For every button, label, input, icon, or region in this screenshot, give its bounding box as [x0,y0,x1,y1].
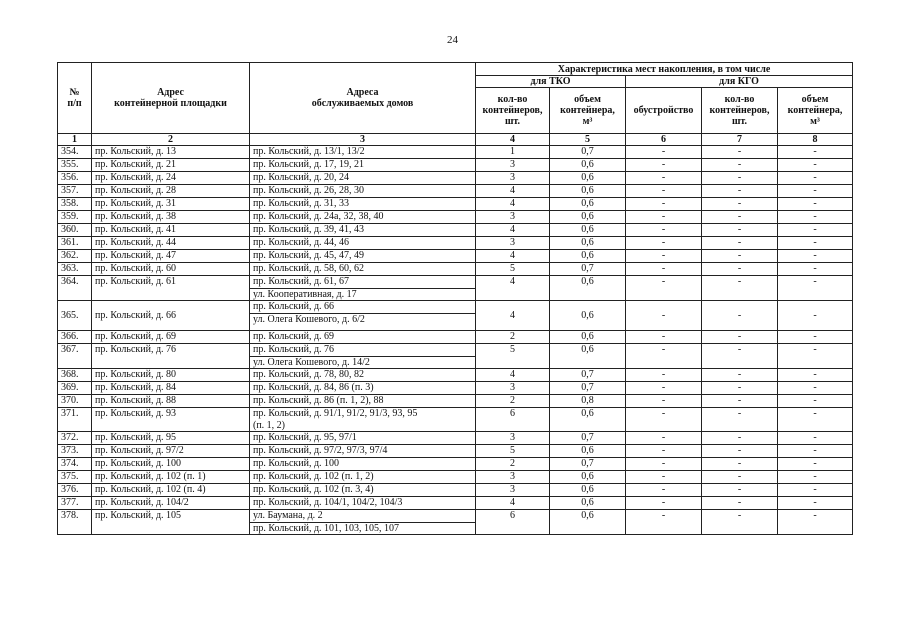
kgo-volume: - [778,445,853,458]
column-number: 5 [550,134,626,146]
site-address: пр. Кольский, д. 44 [92,237,250,250]
kgo-count: - [702,276,778,301]
header-address [92,63,250,134]
site-address: пр. Кольский, д. 84 [92,382,250,395]
kgo-volume: - [778,185,853,198]
column-number: 6 [626,134,702,146]
tko-volume: 0,6 [550,344,626,369]
site-address: пр. Кольский, д. 21 [92,159,250,172]
site-address: пр. Кольский, д. 69 [92,331,250,344]
served-house-line: пр. Кольский, д. 66 [253,301,335,312]
table-row [58,344,853,369]
table-row [58,432,853,445]
table-row [58,497,853,510]
kgo-count: - [702,301,778,331]
table-row [58,237,853,250]
served-house-line: пр. Кольский, д. 101, 103, 105, 107 [250,522,475,534]
served-house-line: пр. Кольский, д. 24а, 32, 38, 40 [253,211,384,222]
served-houses [250,408,476,432]
tko-count: 4 [476,250,550,263]
tko-volume: 0,6 [550,237,626,250]
equipment: - [626,408,702,432]
tko-count: 6 [476,510,550,535]
equipment: - [626,395,702,408]
equipment: - [626,369,702,382]
tko-volume: 0,7 [550,458,626,471]
tko-volume: 0,6 [550,331,626,344]
served-house-line: пр. Кольский, д. 13/1, 13/2 [253,146,365,157]
row-number: 358. [58,198,92,211]
tko-count: 5 [476,344,550,369]
kgo-count: - [702,198,778,211]
tko-count: 3 [476,484,550,497]
row-number: 376. [58,484,92,497]
table-row [58,159,853,172]
tko-volume: 0,6 [550,484,626,497]
kgo-volume: - [778,198,853,211]
served-house-line: пр. Кольский, д. 78, 80, 82 [253,369,365,380]
kgo-count: - [702,331,778,344]
tko-count: 4 [476,497,550,510]
site-address: пр. Кольский, д. 88 [92,395,250,408]
served-houses [250,382,476,395]
column-number: 1 [58,134,92,146]
header-equipment: обустройство [626,88,702,134]
equipment: - [626,198,702,211]
equipment: - [626,211,702,224]
served-house-line: пр. Кольский, д. 100 [253,458,340,469]
container-sites-table [57,62,853,535]
served-house-line: пр. Кольский, д. 58, 60, 62 [253,263,365,274]
kgo-volume: - [778,263,853,276]
table-row [58,510,853,535]
row-number: 355. [58,159,92,172]
equipment: - [626,250,702,263]
tko-count: 5 [476,263,550,276]
row-number: 365. [58,301,92,331]
header-kgo-count [702,88,778,134]
table-row [58,408,853,432]
tko-count: 4 [476,301,550,331]
served-houses [250,250,476,263]
row-number: 374. [58,458,92,471]
equipment: - [626,276,702,301]
kgo-count: - [702,510,778,535]
kgo-volume: - [778,382,853,395]
kgo-volume: - [778,146,853,159]
served-house-line: пр. Кольский, д. 26, 28, 30 [253,185,365,196]
site-address: пр. Кольский, д. 24 [92,172,250,185]
equipment: - [626,497,702,510]
served-houses [250,331,476,344]
tko-volume: 0,6 [550,198,626,211]
table-row [58,471,853,484]
header-kgo-volume-text: объем контейнера, м³ [787,94,843,127]
tko-count: 3 [476,211,550,224]
tko-count: 4 [476,224,550,237]
tko-volume: 0,6 [550,301,626,331]
served-house-line: пр. Кольский, д. 97/2, 97/3, 97/4 [253,445,388,456]
kgo-volume: - [778,497,853,510]
served-house-line: пр. Кольский, д. 61, 67 [253,276,350,287]
column-number: 2 [92,134,250,146]
served-houses [250,497,476,510]
tko-volume: 0,7 [550,382,626,395]
kgo-volume: - [778,159,853,172]
served-house-line: пр. Кольский, д. 69 [253,331,335,342]
served-house-line: ул. Олега Кошевого, д. 6/2 [250,313,475,325]
header-served-text: Адреса обслуживаемых домов [311,87,414,109]
tko-volume: 0,7 [550,432,626,445]
row-number: 368. [58,369,92,382]
table-row [58,382,853,395]
kgo-count: - [702,263,778,276]
table-row [58,458,853,471]
served-houses [250,263,476,276]
kgo-count: - [702,369,778,382]
kgo-volume: - [778,301,853,331]
served-houses [250,301,476,331]
tko-count: 3 [476,471,550,484]
header-tko-count-text: кол-во контейнеров, шт. [482,94,543,127]
kgo-count: - [702,497,778,510]
equipment: - [626,185,702,198]
row-number: 367. [58,344,92,369]
row-number: 361. [58,237,92,250]
served-house-line: пр. Кольский, д. 104/1, 104/2, 104/3 [253,497,403,508]
kgo-count: - [702,172,778,185]
served-houses [250,224,476,237]
row-number: 371. [58,408,92,432]
table-row [58,146,853,159]
site-address: пр. Кольский, д. 102 (п. 1) [92,471,250,484]
table-row [58,224,853,237]
served-house-line: пр. Кольский, д. 84, 86 (п. 3) [253,382,374,393]
row-number: 357. [58,185,92,198]
served-houses [250,344,476,369]
equipment: - [626,224,702,237]
row-number: 378. [58,510,92,535]
served-house-line: ул. Кооперативная, д. 17 [250,288,475,300]
site-address: пр. Кольский, д. 97/2 [92,445,250,458]
table-row [58,395,853,408]
header-tko-count [476,88,550,134]
site-address: пр. Кольский, д. 13 [92,146,250,159]
site-address: пр. Кольский, д. 41 [92,224,250,237]
header-kgo-volume [778,88,853,134]
tko-count: 1 [476,146,550,159]
site-address: пр. Кольский, д. 28 [92,185,250,198]
tko-count: 3 [476,432,550,445]
kgo-volume: - [778,369,853,382]
site-address: пр. Кольский, д. 60 [92,263,250,276]
table-body [58,146,853,535]
kgo-volume: - [778,237,853,250]
kgo-volume: - [778,250,853,263]
table-row [58,445,853,458]
row-number: 377. [58,497,92,510]
tko-count: 4 [476,198,550,211]
kgo-volume: - [778,344,853,369]
kgo-count: - [702,224,778,237]
tko-count: 2 [476,395,550,408]
header-characteristics: Характеристика мест накопления, в том числе [476,63,853,76]
site-address: пр. Кольский, д. 95 [92,432,250,445]
served-house-line: пр. Кольский, д. 17, 19, 21 [253,159,365,170]
kgo-volume: - [778,224,853,237]
served-houses [250,159,476,172]
kgo-count: - [702,471,778,484]
table-row [58,331,853,344]
served-house-line: пр. Кольский, д. 31, 33 [253,198,350,209]
served-houses [250,471,476,484]
equipment: - [626,263,702,276]
site-address: пр. Кольский, д. 61 [92,276,250,301]
kgo-volume: - [778,458,853,471]
tko-volume: 0,6 [550,159,626,172]
equipment: - [626,484,702,497]
site-address: пр. Кольский, д. 105 [92,510,250,535]
header-address-text: Адрес контейнерной площадки [114,87,227,109]
tko-volume: 0,7 [550,263,626,276]
tko-count: 4 [476,369,550,382]
tko-volume: 0,6 [550,497,626,510]
site-address: пр. Кольский, д. 104/2 [92,497,250,510]
site-address: пр. Кольский, д. 93 [92,408,250,432]
served-houses [250,369,476,382]
kgo-count: - [702,250,778,263]
table-row [58,198,853,211]
tko-count: 3 [476,382,550,395]
equipment: - [626,344,702,369]
served-houses [250,198,476,211]
table-row [58,250,853,263]
served-house-line: пр. Кольский, д. 39, 41, 43 [253,224,365,235]
kgo-volume: - [778,211,853,224]
table-row [58,369,853,382]
tko-volume: 0,6 [550,172,626,185]
equipment: - [626,172,702,185]
header-tko-volume-text: объем контейнера, м³ [560,94,615,127]
kgo-count: - [702,395,778,408]
site-address: пр. Кольский, д. 31 [92,198,250,211]
tko-count: 3 [476,237,550,250]
row-number: 354. [58,146,92,159]
served-house-line: пр. Кольский, д. 44, 46 [253,237,350,248]
column-number: 3 [250,134,476,146]
row-number: 363. [58,263,92,276]
equipment: - [626,432,702,445]
site-address: пр. Кольский, д. 47 [92,250,250,263]
equipment: - [626,159,702,172]
header-num-text: № п/п [67,87,82,109]
served-houses [250,276,476,301]
kgo-count: - [702,484,778,497]
header-tko: для ТКО [476,76,626,88]
table-row [58,484,853,497]
kgo-volume: - [778,331,853,344]
tko-count: 3 [476,159,550,172]
row-number: 366. [58,331,92,344]
tko-volume: 0,7 [550,146,626,159]
served-houses [250,432,476,445]
kgo-volume: - [778,432,853,445]
served-house-line: пр. Кольский, д. 45, 47, 49 [253,250,365,261]
kgo-volume: - [778,172,853,185]
kgo-count: - [702,445,778,458]
served-houses [250,172,476,185]
site-address: пр. Кольский, д. 66 [92,301,250,331]
header-served-houses [250,63,476,134]
page-number: 24 [447,34,458,46]
equipment: - [626,331,702,344]
row-number: 369. [58,382,92,395]
served-house-line: пр. Кольский, д. 95, 97/1 [253,432,357,443]
served-house-line: ул. Баумана, д. 2 [253,510,323,521]
kgo-volume: - [778,510,853,535]
tko-count: 6 [476,408,550,432]
tko-volume: 0,6 [550,471,626,484]
kgo-count: - [702,211,778,224]
kgo-volume: - [778,484,853,497]
served-houses [250,237,476,250]
column-number: 7 [702,134,778,146]
row-number: 360. [58,224,92,237]
equipment: - [626,146,702,159]
column-number: 4 [476,134,550,146]
tko-count: 2 [476,331,550,344]
tko-count: 3 [476,172,550,185]
tko-volume: 0,6 [550,510,626,535]
row-number: 364. [58,276,92,301]
kgo-volume: - [778,395,853,408]
row-number: 356. [58,172,92,185]
equipment: - [626,382,702,395]
header-kgo: для КГО [626,76,853,88]
served-house-line: пр. Кольский, д. 20, 24 [253,172,350,183]
row-number: 372. [58,432,92,445]
tko-volume: 0,6 [550,185,626,198]
table-row [58,185,853,198]
served-houses [250,395,476,408]
tko-volume: 0,6 [550,224,626,237]
table-row [58,301,853,331]
header-tko-volume [550,88,626,134]
site-address: пр. Кольский, д. 80 [92,369,250,382]
served-houses [250,146,476,159]
header-kgo-count-text: кол-во контейнеров, шт. [709,94,770,127]
tko-count: 4 [476,185,550,198]
equipment: - [626,237,702,250]
kgo-count: - [702,458,778,471]
table-row [58,276,853,301]
served-house-line: пр. Кольский, д. 91/1, 91/2, 91/3, 93, 95 [253,408,418,419]
equipment: - [626,445,702,458]
served-house-line: пр. Кольский, д. 102 (п. 1, 2) [253,471,374,482]
kgo-count: - [702,432,778,445]
kgo-count: - [702,344,778,369]
table-row [58,263,853,276]
tko-volume: 0,6 [550,276,626,301]
kgo-volume: - [778,276,853,301]
site-address: пр. Кольский, д. 102 (п. 4) [92,484,250,497]
served-houses [250,484,476,497]
tko-volume: 0,7 [550,369,626,382]
kgo-count: - [702,408,778,432]
served-house-line: ул. Олега Кошевого, д. 14/2 [250,356,475,368]
tko-volume: 0,6 [550,445,626,458]
equipment: - [626,510,702,535]
served-house-line: пр. Кольский, д. 86 (п. 1, 2), 88 [253,395,384,406]
equipment: - [626,458,702,471]
kgo-count: - [702,185,778,198]
served-houses [250,445,476,458]
tko-count: 2 [476,458,550,471]
column-number: 8 [778,134,853,146]
table-row [58,211,853,224]
row-number: 375. [58,471,92,484]
served-house-line: пр. Кольский, д. 76 [253,344,335,355]
tko-count: 4 [476,276,550,301]
tko-volume: 0,6 [550,408,626,432]
row-number: 359. [58,211,92,224]
column-numbers-row [58,134,853,146]
kgo-count: - [702,237,778,250]
served-houses [250,510,476,535]
tko-volume: 0,8 [550,395,626,408]
kgo-count: - [702,159,778,172]
tko-volume: 0,6 [550,250,626,263]
row-number: 370. [58,395,92,408]
row-number: 362. [58,250,92,263]
site-address: пр. Кольский, д. 38 [92,211,250,224]
tko-count: 5 [476,445,550,458]
row-number: 373. [58,445,92,458]
header-num [58,63,92,134]
served-houses [250,211,476,224]
site-address: пр. Кольский, д. 100 [92,458,250,471]
kgo-volume: - [778,471,853,484]
served-houses [250,458,476,471]
served-houses [250,185,476,198]
equipment: - [626,471,702,484]
table-row [58,172,853,185]
kgo-count: - [702,382,778,395]
served-house-line: (п. 1, 2) [253,420,286,431]
site-address: пр. Кольский, д. 76 [92,344,250,369]
kgo-volume: - [778,408,853,432]
kgo-count: - [702,146,778,159]
served-house-line: пр. Кольский, д. 102 (п. 3, 4) [253,484,374,495]
equipment: - [626,301,702,331]
tko-volume: 0,6 [550,211,626,224]
